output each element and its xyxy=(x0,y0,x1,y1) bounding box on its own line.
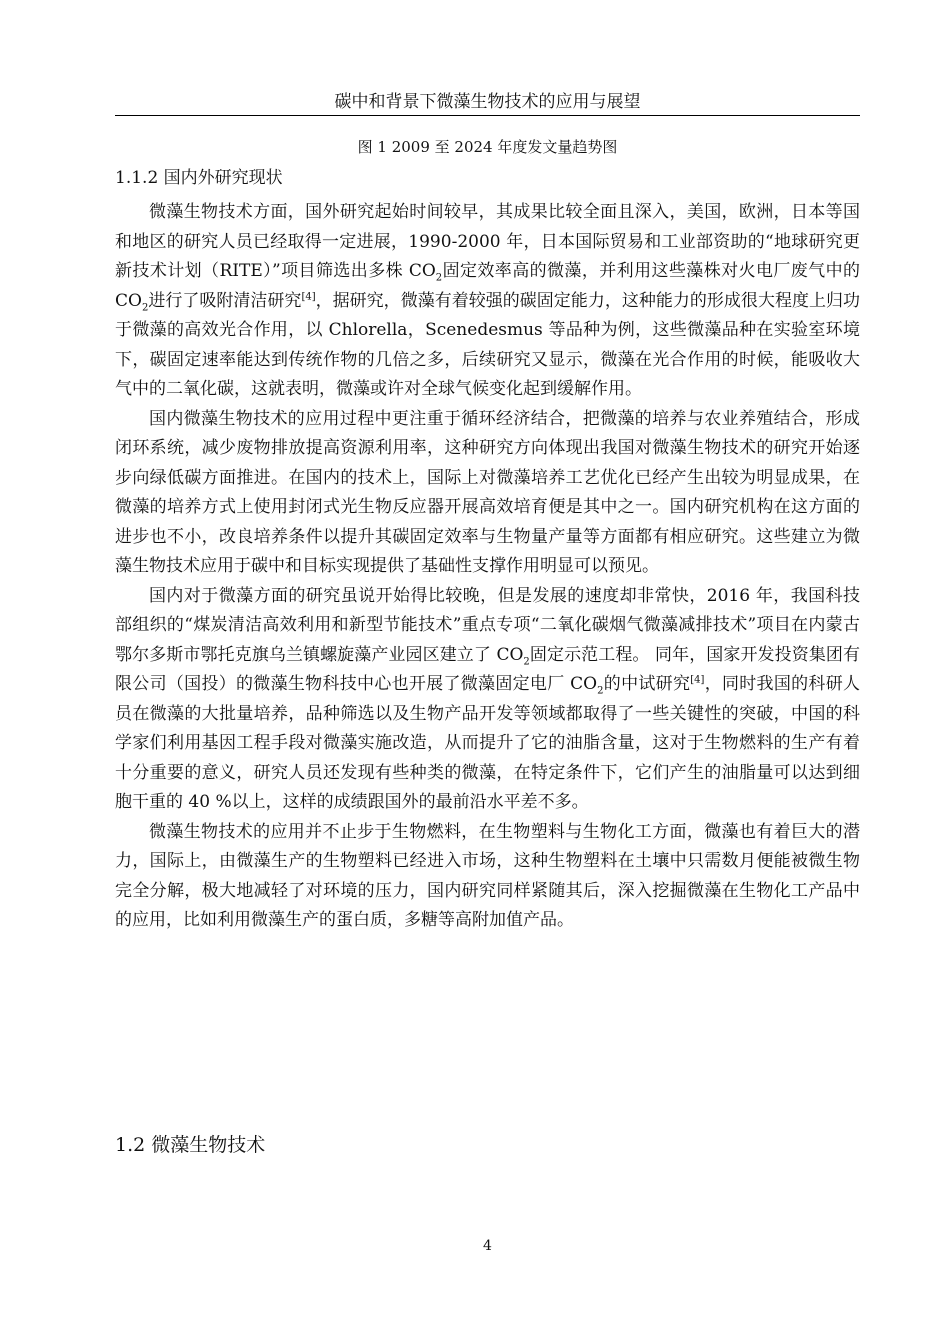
paragraph-3-text-a: 国内对于微藻方面的研究虽说开始得比较晚，但是发展的速度却非常快，2016 年，我国科技部组织的“煤炭清洁高效利用和新型节能技术”重点专项“二氧化碳烟气微藻减排技术”项目在内蒙古鄂尔多斯市鄂托克旗乌兰镇螺旋藻产业园区建立了 CO xyxy=(115,585,860,665)
subscript: 2 xyxy=(141,301,149,313)
paragraph-1-text-d: ，据研究，微藻有着较强的碳固定能力，这种能力的形成很大程度上归功于微藻的高效光合作用，以 Chlorella，Scenedesmus 等品种为例，这些微藻品种在实验室环境下，碳固定速率能达到传统作物的几倍之多，后续研究又显示，微藻在光合作用的时候，能吸收大气中的二氧化碳，这就表明，微藻或许对全球气候变化起到缓解作用。 xyxy=(115,290,861,399)
figure-caption: 图 1 2009 至 2024 年度发文量趋势图 xyxy=(357,138,618,156)
citation-ref: [4] xyxy=(301,290,316,302)
header-divider xyxy=(115,115,860,116)
citation-ref: [4] xyxy=(690,674,705,686)
paragraph-2: 国内微藻生物技术的应用过程中更注重于循环经济结合，把微藻的培养与农业养殖结合，形成闭环系统，减少废物排放提高资源利用率，这种研究方向体现出我国对微藻生物技术的研究开始逐步向绿低碳方面推进。在国内的技术上，国际上对微藻培养工艺优化已经产生出较为明显成果，在微藻的培养方式上使用封闭式光生物反应器开展高效培育便是其中之一。国内研究机构在这方面的进步也不小，改良培养条件以提升其碳固定效率与生物量产量等方面都有相应研究。这些建立为微藻生物技术应用于碳中和目标实现提供了基础性支撑作用明显可以预见。 xyxy=(115,408,860,576)
paragraph-3-text-b: 固定示范工程。 同年，国家开发投资集团有限公司（国投）的微藻生物科技中心也开展了微藻固定电厂 CO xyxy=(115,644,860,694)
subscript: 2 xyxy=(597,685,604,697)
paragraph-3-text-c: 的中试研究 xyxy=(603,674,691,694)
paragraph-1 xyxy=(115,198,860,405)
paragraph-3-text-d: ，同时我国的科研人员在微藻的大批量培养，品种筛选以及生物产品开发等领域都取得了一些关键性的突破，中国的科学家们利用基因工程手段对微藻实施改造，从而提升了它的油脂含量，这对于生物燃料的生产有着十分重要的意义，研究人员还发现有些种类的微藻，在特定条件下，它们产生的油脂量可以达到细胞干重的 40 %以上，这样的成绩跟国外的最前沿水平差不多。 xyxy=(115,674,860,812)
paragraph-1-text-a: 微藻生物技术方面，国外研究起始时间较早，其成果比较全面且深入，美国，欧洲，日本等国和地区的研究人员已经取得一定进展，1990-2000 年，日本国际贸易和工业部资助的“地球研究更新技术计划（RITE）”项目筛选出多株 CO xyxy=(115,202,860,281)
paragraph-1-text-b: 固定效率高的微藻，并利用这些藻株对火电厂废气中的 CO xyxy=(115,261,860,311)
running-header: 碳中和背景下微藻生物技术的应用与展望 xyxy=(334,92,641,112)
section-heading-1-1-2: 1.1.2 国内外研究现状 xyxy=(115,168,283,188)
paragraph-3 xyxy=(115,582,860,818)
paragraph-4: 微藻生物技术的应用并不止步于生物燃料，在生物塑料与生物化工方面，微藻也有着巨大的潜力，国际上，由微藻生产的生物塑料已经进入市场，这种生物塑料在土壤中只需数月便能被微生物完全分解，极大地减轻了对环境的压力，国内研究同样紧随其后，深入挖掘微藻在生物化工产品中的应用，比如利用微藻生产的蛋白质，多糖等高附加值产品。 xyxy=(115,821,860,930)
body-text xyxy=(115,198,860,936)
subscript: 2 xyxy=(435,272,443,284)
page-number: 4 xyxy=(483,1238,492,1254)
section-heading-1-2: 1.2 微藻生物技术 xyxy=(115,1134,266,1156)
subscript: 2 xyxy=(523,655,530,667)
paragraph-1-text-c: 进行了吸附清洁研究 xyxy=(148,290,302,311)
